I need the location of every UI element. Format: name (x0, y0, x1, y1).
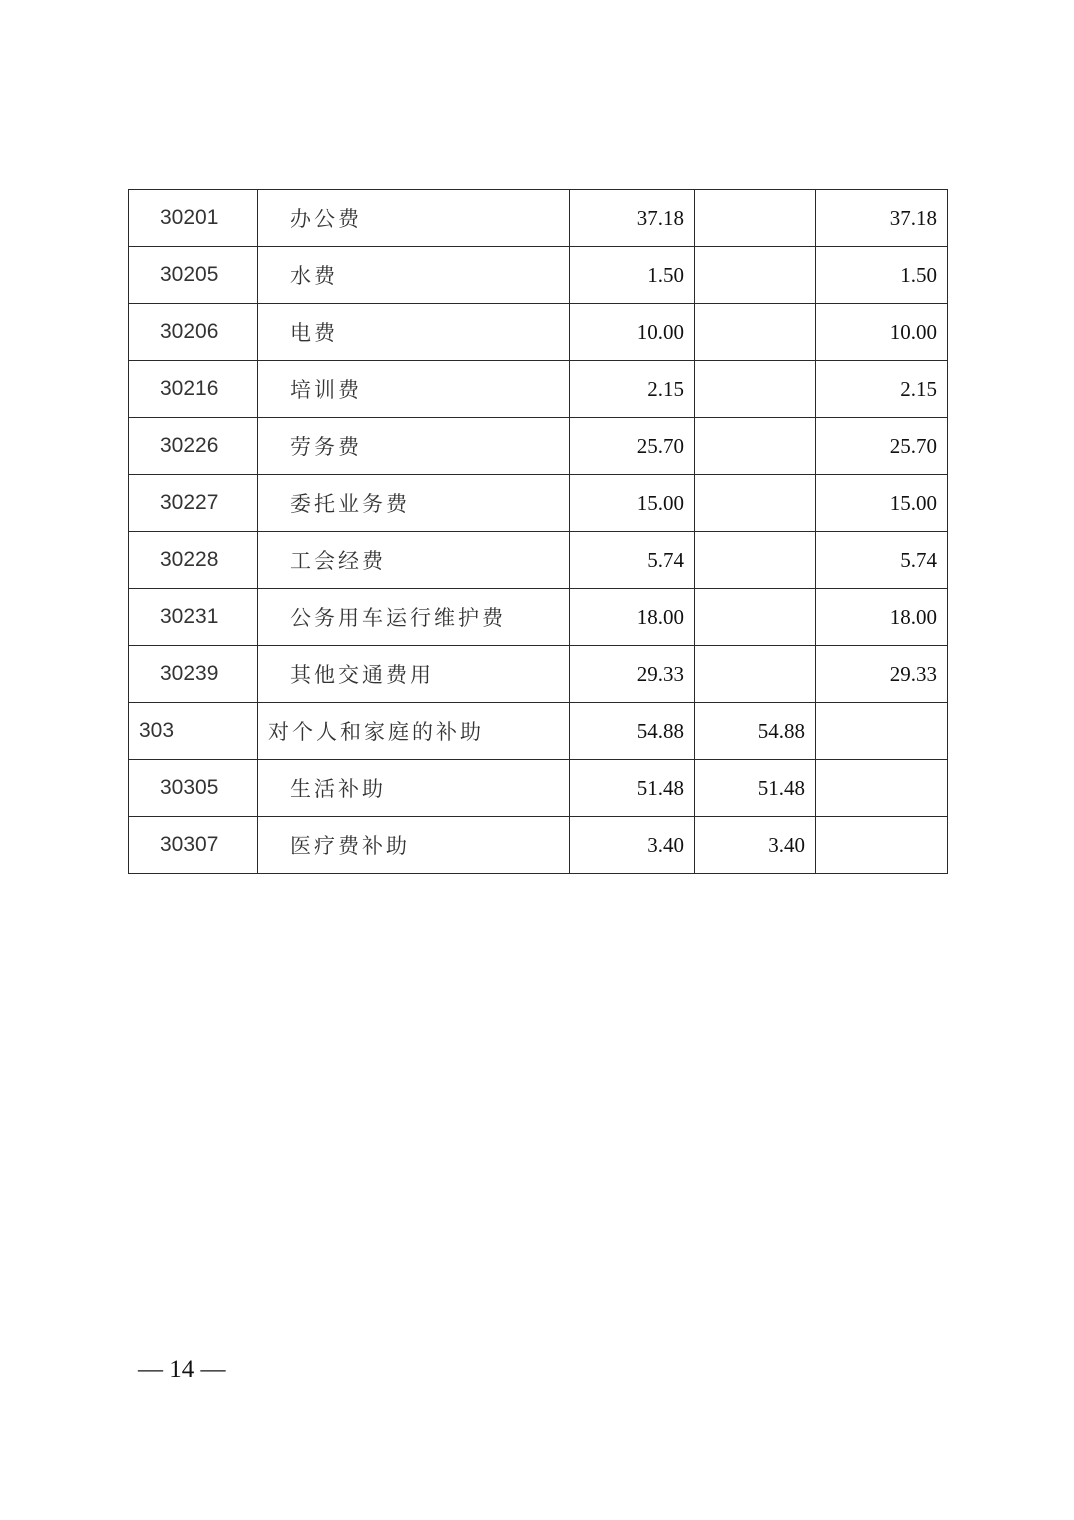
item-name-cell: 电费 (258, 304, 570, 361)
item-name-cell: 水费 (258, 247, 570, 304)
project-expenditure-cell: 25.70 (816, 418, 948, 475)
economic-code-cell: 30226 (129, 418, 258, 475)
economic-code-cell: 30231 (129, 589, 258, 646)
total-amount-cell: 5.74 (570, 532, 695, 589)
table-row-category (129, 703, 948, 760)
total-amount-cell: 25.70 (570, 418, 695, 475)
basic-expenditure-cell (695, 589, 816, 646)
basic-expenditure-cell (695, 646, 816, 703)
total-amount-cell: 3.40 (570, 817, 695, 874)
project-expenditure-cell: 5.74 (816, 532, 948, 589)
item-name-cell: 对个人和家庭的补助 (258, 703, 570, 760)
basic-expenditure-cell (695, 247, 816, 304)
table-row (129, 247, 948, 304)
table-row (129, 817, 948, 874)
page-number: — 14 — (138, 1356, 226, 1383)
table-row (129, 304, 948, 361)
item-name-cell: 办公费 (258, 190, 570, 247)
basic-expenditure-cell (695, 190, 816, 247)
economic-code-cell: 30201 (129, 190, 258, 247)
total-amount-cell: 54.88 (570, 703, 695, 760)
economic-code-cell: 30227 (129, 475, 258, 532)
table-row (129, 589, 948, 646)
item-name-cell: 工会经费 (258, 532, 570, 589)
item-name-cell: 劳务费 (258, 418, 570, 475)
total-amount-cell: 37.18 (570, 190, 695, 247)
project-expenditure-cell (816, 817, 948, 874)
economic-code-cell: 30206 (129, 304, 258, 361)
total-amount-cell: 29.33 (570, 646, 695, 703)
table-row (129, 418, 948, 475)
project-expenditure-cell: 2.15 (816, 361, 948, 418)
basic-expenditure-cell: 54.88 (695, 703, 816, 760)
total-amount-cell: 1.50 (570, 247, 695, 304)
project-expenditure-cell: 37.18 (816, 190, 948, 247)
table-row (129, 475, 948, 532)
table-row (129, 361, 948, 418)
project-expenditure-cell: 1.50 (816, 247, 948, 304)
table-row (129, 532, 948, 589)
economic-code-cell: 30228 (129, 532, 258, 589)
item-name-cell: 委托业务费 (258, 475, 570, 532)
basic-expenditure-cell: 51.48 (695, 760, 816, 817)
basic-expenditure-cell: 3.40 (695, 817, 816, 874)
basic-expenditure-cell (695, 475, 816, 532)
basic-expenditure-cell (695, 418, 816, 475)
expenditure-table-body (129, 190, 948, 874)
expenditure-table (128, 189, 948, 874)
item-name-cell: 生活补助 (258, 760, 570, 817)
project-expenditure-cell (816, 703, 948, 760)
economic-code-cell: 30216 (129, 361, 258, 418)
item-name-cell: 公务用车运行维护费 (258, 589, 570, 646)
economic-code-cell: 30205 (129, 247, 258, 304)
basic-expenditure-cell (695, 304, 816, 361)
table-row (129, 190, 948, 247)
item-name-cell: 培训费 (258, 361, 570, 418)
item-name-cell: 其他交通费用 (258, 646, 570, 703)
economic-code-cell: 30239 (129, 646, 258, 703)
project-expenditure-cell: 29.33 (816, 646, 948, 703)
total-amount-cell: 51.48 (570, 760, 695, 817)
item-name-cell: 医疗费补助 (258, 817, 570, 874)
total-amount-cell: 18.00 (570, 589, 695, 646)
table-row (129, 760, 948, 817)
basic-expenditure-cell (695, 532, 816, 589)
total-amount-cell: 15.00 (570, 475, 695, 532)
total-amount-cell: 10.00 (570, 304, 695, 361)
project-expenditure-cell (816, 760, 948, 817)
economic-code-cell: 30305 (129, 760, 258, 817)
basic-expenditure-cell (695, 361, 816, 418)
total-amount-cell: 2.15 (570, 361, 695, 418)
project-expenditure-cell: 18.00 (816, 589, 948, 646)
project-expenditure-cell: 10.00 (816, 304, 948, 361)
economic-code-cell: 303 (129, 703, 258, 760)
project-expenditure-cell: 15.00 (816, 475, 948, 532)
table-row (129, 646, 948, 703)
economic-code-cell: 30307 (129, 817, 258, 874)
